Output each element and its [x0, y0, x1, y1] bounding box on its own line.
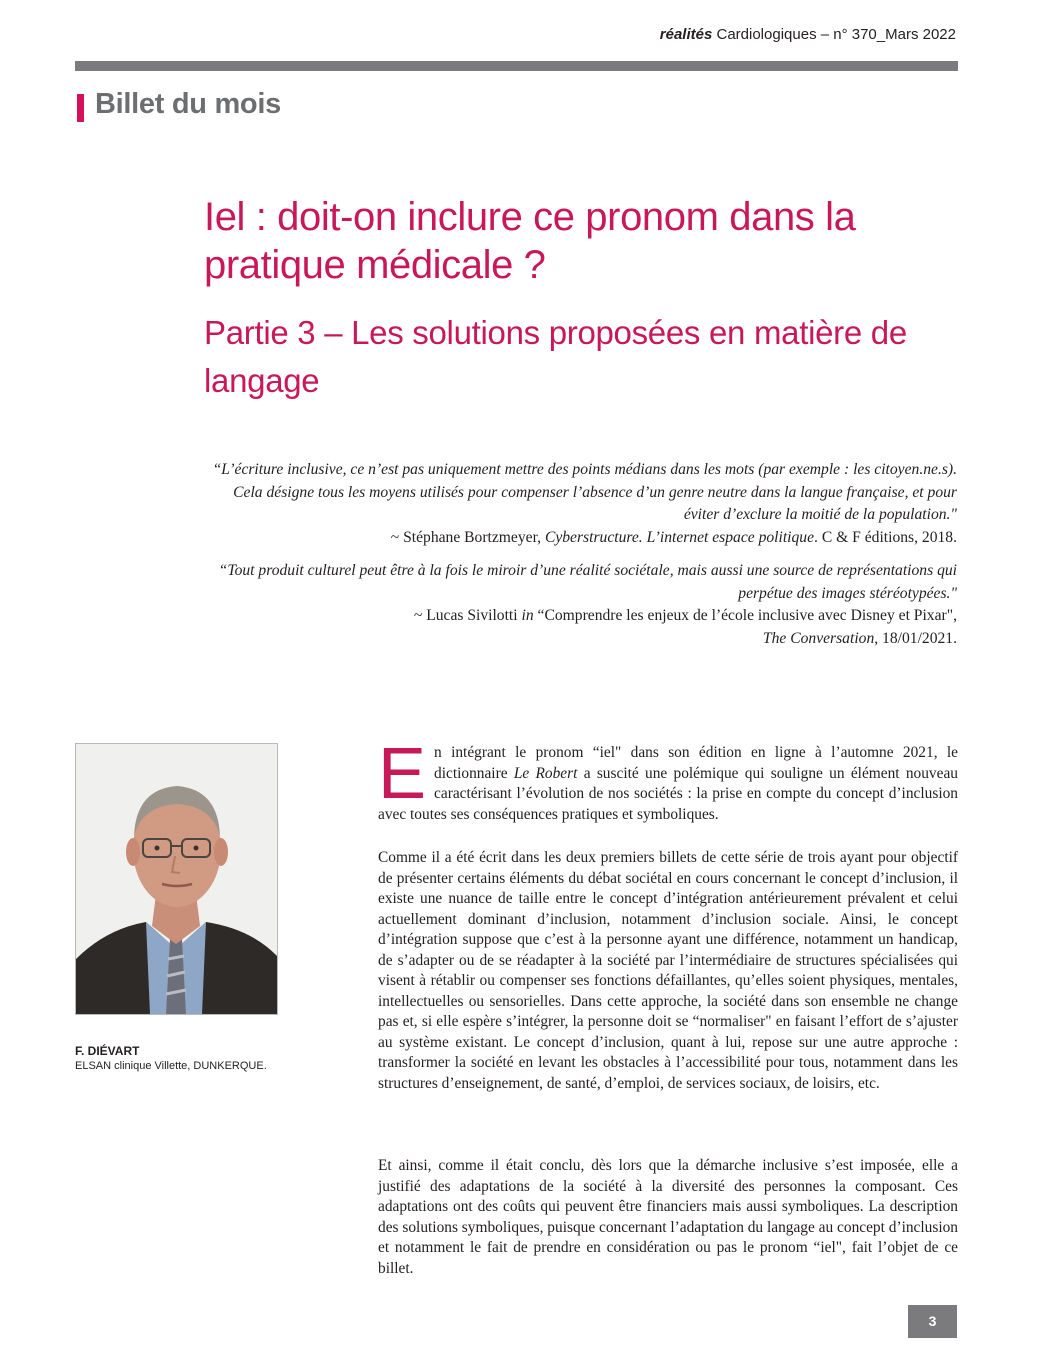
body-paragraph-3: Et ainsi, comme il était conclu, dès lors que la démarche inclusive s’est imposée, elle a justifié des adaptations de la société à la diversité des personnes la composant. Ces adaptations ont des coûts qui peuvent être financiers mais aussi symboliques. La description des solutions symboliques, puisque concernant l’adaptation du langage au concept d’inclusion et notamment le fait de prendre en considération ou pas le pronom “iel", fait l’objet de ce billet. — [378, 1157, 959, 1277]
article-title: Iel : doit-on inclure ce pronom dans la pratique médicale ? — [204, 195, 856, 287]
body-paragraph-1-text-a: n intégrant le pronom “iel" dans son édition en ligne à l’automne 2021, le dictionnaire — [434, 744, 958, 782]
epigraph-2-article: “Comprendre les enjeux de l’école inclusive avec Disney et Pixar", — [533, 607, 957, 624]
journal-name: réalités — [659, 26, 713, 43]
epigraph-2-source — [197, 605, 957, 628]
epigraph-2-quote: “Tout produit culturel peut être à la fois le miroir d’une réalité sociétale, mais aussi une source de représentations qui perpétue des images stéréotypées." — [218, 562, 957, 602]
body-paragraph-1-text-b: a suscité une polémique qui souligne un élément nouveau caractérisant l’évolution de nos sociétés : la prise en compte du concept d’inclusion avec toutes ses conséquences pratiques et symboliques. — [378, 764, 958, 823]
author-portrait-illustration — [76, 744, 277, 1014]
epigraph-2-author: ~ Lucas Sivilotti — [413, 607, 522, 624]
epigraph-1-publisher: . C & F éditions, 2018. — [814, 528, 957, 546]
body-paragraph-1-italic: Le Robert — [513, 764, 578, 782]
section-marker — [77, 94, 84, 122]
epigraph-1-work: Cyberstructure. L’internet espace politique — [544, 528, 815, 546]
epigraph-2-in: in — [521, 607, 534, 624]
author-photo — [75, 743, 278, 1015]
journal-issue: Cardiologiques – n° 370_Mars 2022 — [716, 26, 956, 43]
epigraph-1-author: ~ Stéphane Bortzmeyer, — [390, 528, 545, 546]
author-name: F. DIÉVART — [75, 1044, 140, 1058]
running-head — [660, 26, 956, 43]
author-affiliation: ELSAN clinique Villette, DUNKERQUE. — [75, 1060, 267, 1072]
epigraph-2-source-line2 — [197, 628, 957, 651]
article-subtitle: Partie 3 – Les solutions proposées en matière de langage — [204, 314, 907, 399]
section-title: Billet du mois — [95, 88, 281, 120]
epigraph-1-quote: “L’écriture inclusive, ce n’est pas uniquement mettre des points médians dans les mots (par exemple : les citoyen.ne.s). Cela désigne tous les moyens utilisés pour compenser l’absence d’un genre neutre dans la langue française, et pour éviter d’exclure la moitié de la population." — [212, 461, 957, 523]
header-rule — [75, 61, 958, 71]
epigraph-2-work: The Conversation — [762, 629, 875, 647]
body-paragraph-1 — [378, 734, 958, 825]
page-number: 3 — [908, 1305, 957, 1338]
drop-cap: E — [378, 734, 427, 814]
epigraph-1 — [197, 459, 957, 549]
epigraph-1-source — [197, 527, 957, 550]
epigraph-2 — [197, 560, 957, 650]
epigraph-2-date: , 18/01/2021. — [874, 629, 957, 647]
body-paragraph-2: Comme il a été écrit dans les deux premiers billets de cette série de trois ayant pour objectif de présenter certains éléments du débat sociétal en cours concernant le concept d’inclusion, il existe une nuance de taille entre le concept d’intégration antérieurement prévalent et celui actuellement dominant d’inclusion, notamment d’inclusion sociale. Ainsi, le concept d’intégration suppose que c’est à la personne ayant une différence, notamment un handicap, de s’adapter ou de se réadapter à la société par l’intermédiaire de structures spécialisées qui visent à rétablir ou compenser ses fonctions défaillantes, qu’elles soient physiques, mentales, intellectuelles ou sensorielles. Dans cette approche, la société dans son ensemble ne change pas et, si elle espère s’intégrer, la personne doit se “normaliser" en faisant l’effort de s’ajuster au système existant. Le concept d’inclusion, quant à lui, repose sur une autre approche : transformer la société en levant les obstacles à l’accessibilité pour tous, notamment dans les structures d’enseignement, de santé, d’emploi, de services sociaux, de loisirs, etc. — [378, 849, 958, 1092]
